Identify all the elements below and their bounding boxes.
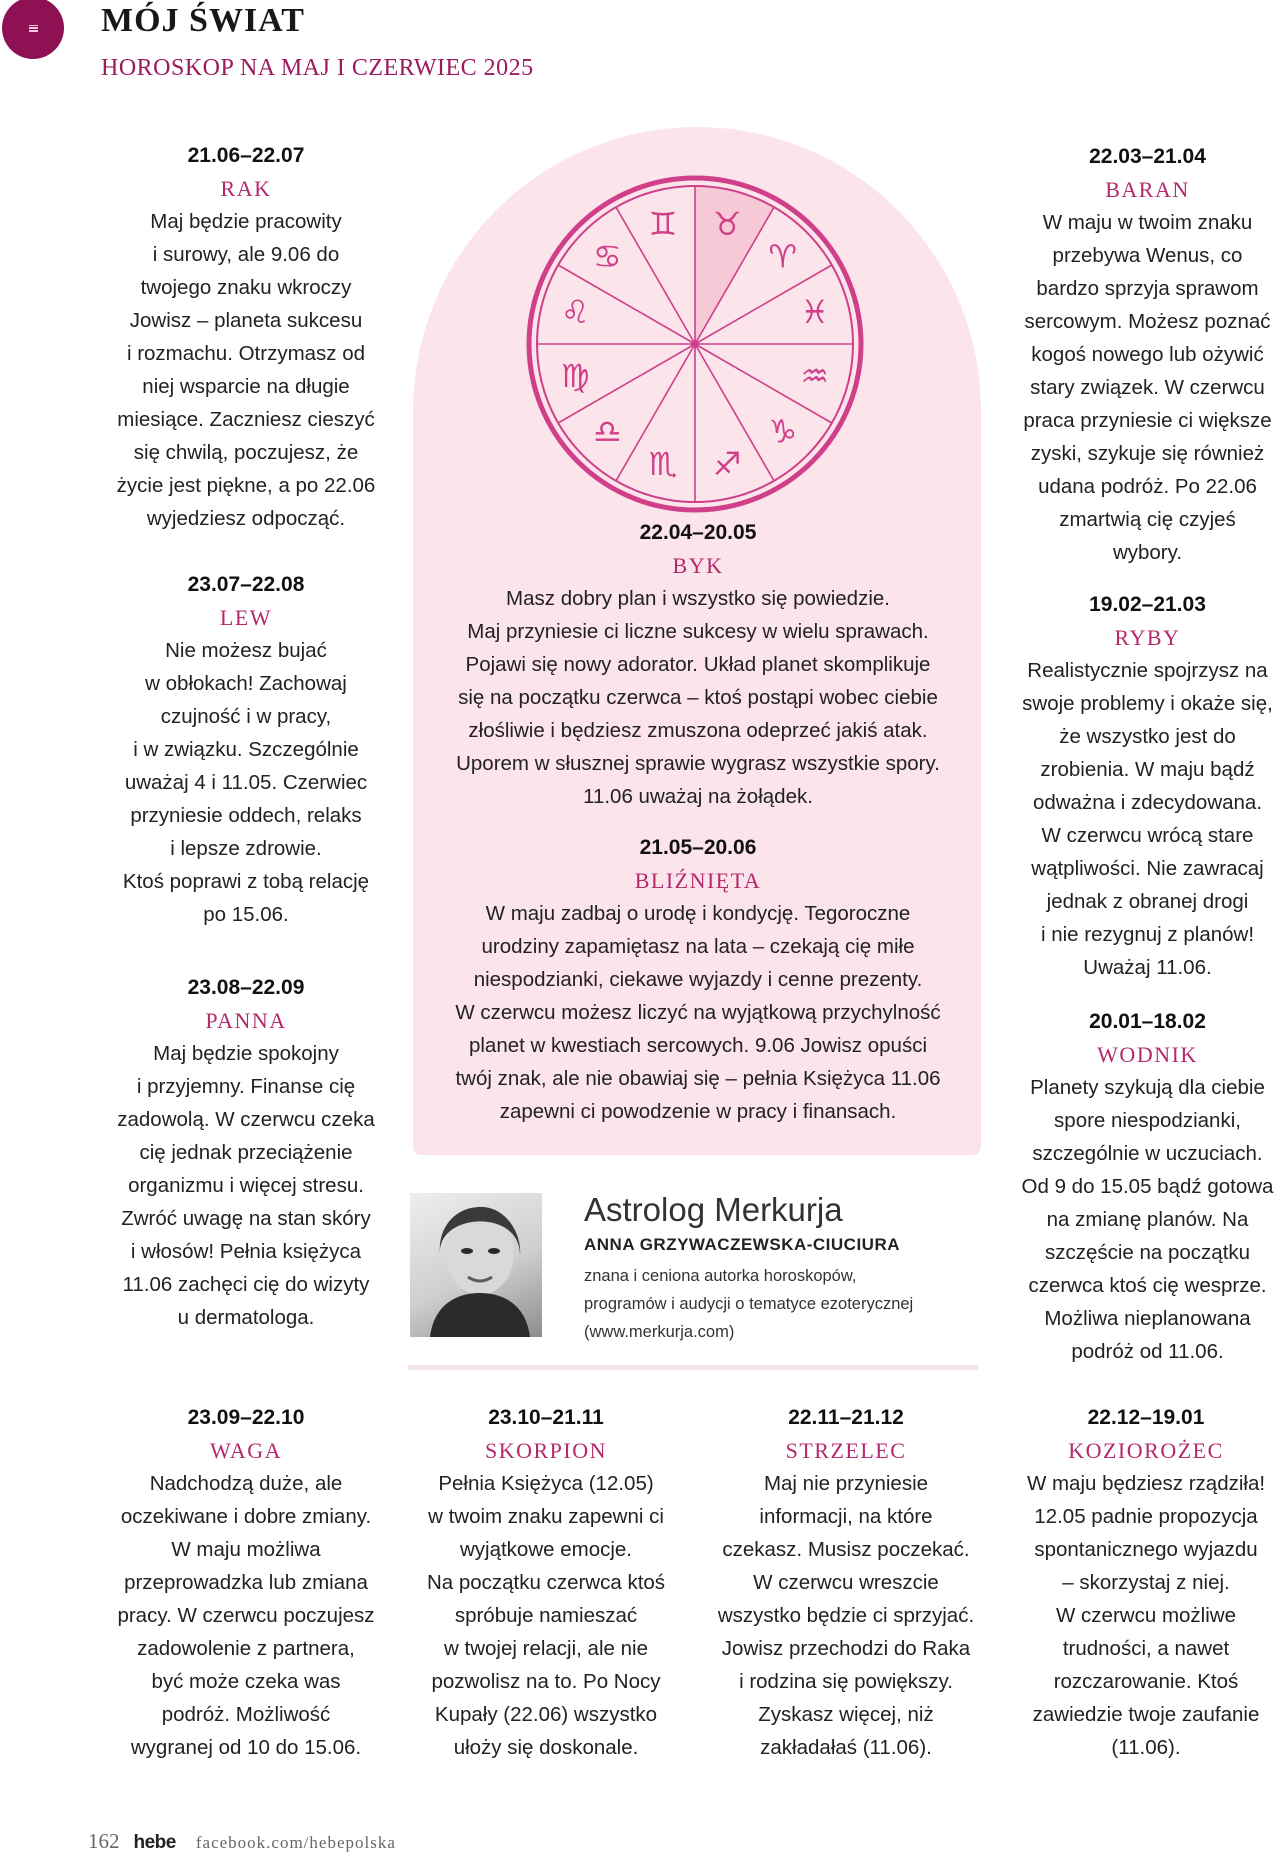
brand-logo: hebe — [133, 1832, 176, 1853]
sign-text: Maj nie przyniesie informacji, na które czekasz. Musisz poczekać. W czerwcu wreszcie wszystko będzie ci sprzyjać. Jowisz przechodzi do Raka i rodzina się powiększy. Zyskasz więcej, niż zakładałaś (11.06). — [717, 1472, 975, 1759]
sign-text: W maju będziesz rządziła! 12.05 padnie propozycja spontanicznego wyjazdu – skorzystaj z niej. W czerwcu możliwe trudności, a nawet rozczarowanie. Ktoś zawiedzie twoje zaufanie (11.06). — [1026, 1472, 1266, 1759]
sign-name: RYBY — [1114, 625, 1181, 650]
zodiac-glyph-icon: ♌ — [560, 292, 590, 331]
sign-date: 23.09–22.10 — [187, 1406, 305, 1429]
sign-name: SKORPION — [484, 1438, 608, 1463]
sign-name: PANNA — [205, 1008, 287, 1033]
zodiac-glyph-icon: ♊ — [648, 205, 678, 244]
sign-waga — [96, 1401, 396, 1764]
zodiac-glyph-icon: ♎ — [592, 412, 622, 451]
sign-text: Masz dobry plan i wszystko się powiedzie. Maj przyniesie ci liczne sukcesy w wielu sprawach. Pojawi się nowy adorator. Układ planet skomplikuje się na początku czerwca – ktoś postąpi wobec ciebie złośliwie i będziesz zmuszona odeprzeć jakiś atak. Uporem w słusznej sprawie wygrasz wszystkie spory. 11.06 uważaj na żołądek. — [456, 587, 940, 808]
sign-text: Nadchodzą duże, ale oczekiwane i dobre zmiany. W maju możliwa przeprowadzka lub zmiana pracy. W czerwcu poczujesz zadowolenie z partnera, być może czeka was podróż. Możliwość wygranej od 10 do 15.06. — [117, 1472, 375, 1759]
sign-date: 23.10–21.11 — [488, 1406, 604, 1429]
wheel-center — [691, 340, 699, 348]
sign-text: Realistycznie spojrzysz na swoje problemy i okaże się, że wszystko jest do zrobienia. W maju bądź odważna i zdecydowana. W czerwcu wrócą stare wątpliwości. Nie zawracaj jednak z obranej drogi i nie rezygnuj z planów! Uważaj 11.06. — [1022, 659, 1273, 979]
sign-date: 21.05–20.06 — [639, 836, 757, 859]
sign-panna — [96, 971, 396, 1334]
sign-name: KOZIOROŻEC — [1068, 1438, 1224, 1463]
sign-wodnik — [1000, 1005, 1280, 1368]
sign-lew — [96, 568, 396, 931]
zodiac-glyph-icon: ♏ — [648, 444, 678, 483]
sign-date: 20.01–18.02 — [1089, 1010, 1206, 1033]
sign-name: BARAN — [1105, 177, 1190, 202]
sign-blizneta — [418, 831, 978, 1128]
page-footer — [88, 1829, 396, 1854]
sign-rak — [96, 139, 396, 535]
sign-text: Maj będzie pracowity i surowy, ale 9.06 do twojego znaku wkroczy Jowisz – planeta sukcesu i rozmachu. Otrzymasz od niej wsparcie na długie miesiące. Zaczniesz cieszyć się chwilą, poczujesz, że życie jest piękne, a po 22.06 wyjedziesz odpocząć. — [116, 210, 376, 530]
sign-name: RAK — [220, 176, 272, 201]
sign-date: 21.06–22.07 — [187, 144, 305, 167]
astrologer-photo — [410, 1193, 542, 1337]
sign-text: Pełnia Księżyca (12.05) w twoim znaku zapewni ci wyjątkowe emocje. Na początku czerwca ktoś spróbuje namieszać w twojej relacji, ale nie pozwolisz na to. Po Nocy Kupały (22.06) wszystko ułoży się doskonale. — [426, 1472, 666, 1759]
page-number: 162 — [88, 1829, 120, 1853]
zodiac-glyph-icon: ♋ — [592, 237, 622, 276]
zodiac-glyph-icon: ♍ — [560, 357, 590, 396]
section-title: MÓJ ŚWIAT — [101, 2, 305, 39]
zodiac-glyph-icon: ♑ — [768, 412, 798, 451]
sign-name: BLIŹNIĘTA — [634, 868, 762, 893]
zodiac-wheel — [521, 170, 869, 518]
sign-date: 23.07–22.08 — [187, 573, 305, 596]
zodiac-glyph-icon: ♐ — [712, 444, 742, 483]
sign-text: W maju w twoim znaku przebywa Wenus, co bardzo sprzyja sprawom sercowym. Możesz poznać kogoś nowego lub ożywić stary związek. W czerwcu praca przyniesie ci większe zyski, szykuje się również udana podróż. Po 22.06 zmartwią cię czyjeś wybory. — [1023, 211, 1272, 564]
sign-name: LEW — [219, 605, 273, 630]
sign-name: WODNIK — [1097, 1042, 1198, 1067]
sign-name: WAGA — [210, 1438, 282, 1463]
sign-skorpion — [396, 1401, 696, 1764]
facebook-link[interactable]: facebook.com/hebepolska — [195, 1833, 396, 1852]
sign-baran — [1000, 140, 1280, 569]
sign-date: 22.04–20.05 — [639, 521, 757, 544]
sign-date: 23.08–22.09 — [187, 976, 305, 999]
sign-date: 22.03–21.04 — [1089, 145, 1206, 168]
hamburger-icon — [29, 25, 38, 32]
sign-ryby — [1000, 588, 1280, 984]
portrait-icon — [410, 1193, 542, 1337]
sign-date: 19.02–21.03 — [1089, 593, 1206, 616]
sign-name: STRZELEC — [785, 1438, 907, 1463]
sign-date: 22.11–21.12 — [788, 1406, 904, 1429]
astrologer-heading: Astrolog Merkurja — [584, 1191, 843, 1228]
zodiac-glyph-icon: ♓ — [800, 292, 830, 331]
sign-text: Nie możesz bujać w obłokach! Zachowaj czujność i w pracy, i w związku. Szczególnie uważaj 4 i 11.05. Czerwiec przyniesie oddech, relaks i lepsze zdrowie. Ktoś poprawi z tobą relację po 15.06. — [122, 639, 370, 926]
sign-text: Maj będzie spokojny i przyjemny. Finanse cię zadowolą. W czerwcu czeka cię jednak przeciążenie organizmu i więcej stresu. Zwróć uwagę na stan skóry i włosów! Pełnia księżyca 11.06 zachęci cię do wizyty u dermatologa. — [117, 1042, 375, 1329]
sign-byk — [418, 516, 978, 813]
sign-strzelec — [696, 1401, 996, 1764]
sign-text: Planety szykują dla ciebie spore niespodzianki, szczególnie w uczuciach. Od 9 do 15.05 bądź gotowa na zmianę planów. Na szczęście na początku czerwca ktoś cię wesprze. Możliwa nieplanowana podróż od 11.06. — [1021, 1076, 1274, 1363]
divider — [408, 1365, 978, 1370]
page-subtitle: HOROSKOP NA MAJ I CZERWIEC 2025 — [101, 55, 534, 81]
sign-text: W maju zadbaj o urodę i kondycję. Tegoroczne urodziny zapamiętasz na lata – czekają cię miłe niespodzianki, ciekawe wyjazdy i cenne prezenty. W czerwcu możesz liczyć na wyjątkową przychylność planet w kwestiach sercowych. 9.06 Jowisz opuści twój znak, ale nie obawiaj się – pełnia Księżyca 11.06 zapewni ci powodzenie w pracy i finansach. — [455, 902, 941, 1123]
zodiac-glyph-icon: ♒ — [800, 357, 830, 396]
sign-koziorozec — [996, 1401, 1280, 1764]
astrologer-description: znana i ceniona autorka horoskopów, programów i audycji o tematyce ezoterycznej (www.merkurja.com) — [584, 1267, 914, 1341]
astrologer-name: ANNA GRZYWACZEWSKA-CIUCIURA — [584, 1235, 901, 1254]
menu-button[interactable] — [2, 0, 64, 59]
sign-date: 22.12–19.01 — [1087, 1406, 1205, 1429]
zodiac-glyph-icon: ♈ — [768, 237, 798, 276]
sign-name: BYK — [672, 553, 724, 578]
zodiac-glyph-icon: ♉ — [712, 205, 742, 244]
